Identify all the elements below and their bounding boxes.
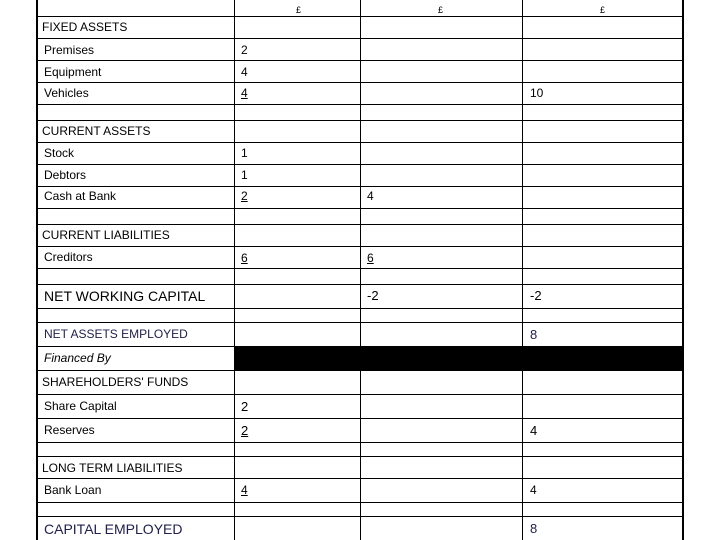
row-divider: [36, 60, 684, 61]
row-divider: [36, 418, 684, 419]
financed-by-bar: [234, 347, 684, 370]
row-divider: [36, 268, 684, 269]
row-divider: [36, 186, 684, 187]
cell-value: 8: [530, 521, 538, 536]
row-divider: [36, 370, 684, 371]
cell-value: 4: [241, 65, 248, 79]
cell-value: 4: [241, 483, 248, 497]
row-divider: [36, 120, 684, 121]
cell-value: 4: [530, 423, 538, 438]
row-label: Debtors: [44, 168, 87, 182]
cell-value: 4: [367, 189, 374, 203]
row-divider: [36, 38, 684, 39]
row-divider: [36, 308, 684, 309]
row-divider: [36, 104, 684, 105]
row-label: Creditors: [44, 250, 93, 264]
financed-by-label: Financed By: [44, 351, 111, 365]
cell-value: 6: [241, 251, 248, 265]
row-divider: [36, 164, 684, 165]
section-heading: FIXED ASSETS: [42, 20, 128, 34]
row-label: Premises: [44, 43, 95, 57]
row-label: Stock: [44, 146, 75, 160]
cell-value: 10: [530, 86, 544, 100]
row-label: NET ASSETS EMPLOYED: [44, 327, 188, 341]
column-divider: [360, 0, 361, 540]
row-label: NET WORKING CAPITAL: [44, 288, 206, 304]
row-label: Cash at Bank: [44, 189, 117, 203]
section-heading: CURRENT LIABILITIES: [42, 228, 170, 242]
column-header-pound: £: [600, 5, 606, 15]
row-divider: [36, 224, 684, 225]
cell-value: 2: [241, 189, 248, 203]
section-heading: CURRENT ASSETS: [42, 124, 151, 138]
row-divider: [36, 442, 684, 443]
row-divider: [36, 516, 684, 517]
cell-value: 4: [530, 483, 537, 497]
row-divider: [36, 142, 684, 143]
row-divider: [36, 82, 684, 83]
row-label: CAPITAL EMPLOYED: [44, 521, 183, 537]
row-divider: [36, 16, 684, 17]
row-divider: [36, 322, 684, 323]
section-heading: LONG TERM LIABILITIES: [42, 461, 183, 475]
column-divider: [234, 0, 235, 540]
cell-value: 2: [241, 399, 249, 414]
column-header-pound: £: [296, 5, 302, 15]
column-header-pound: £: [438, 5, 444, 15]
row-label: Vehicles: [44, 86, 89, 100]
cell-value: 1: [241, 146, 248, 160]
cell-value: 8: [530, 327, 538, 342]
row-divider: [36, 456, 684, 457]
cell-value: 2: [241, 43, 248, 57]
row-divider: [36, 502, 684, 503]
row-divider: [36, 208, 684, 209]
row-label: Equipment: [44, 65, 102, 79]
cell-value: 4: [241, 86, 248, 100]
row-divider: [36, 246, 684, 247]
column-divider: [522, 0, 523, 540]
row-label: Share Capital: [44, 399, 117, 413]
cell-value: 6: [367, 251, 374, 265]
row-divider: [36, 394, 684, 395]
cell-value: 2: [241, 423, 249, 438]
row-divider: [36, 284, 684, 285]
row-label: Bank Loan: [44, 483, 102, 497]
row-divider: [36, 478, 684, 479]
cell-value: 1: [241, 168, 248, 182]
cell-value: -2: [367, 288, 379, 303]
cell-value: -2: [530, 288, 542, 303]
row-label: Reserves: [44, 423, 95, 437]
section-heading: SHAREHOLDERS' FUNDS: [42, 375, 189, 389]
